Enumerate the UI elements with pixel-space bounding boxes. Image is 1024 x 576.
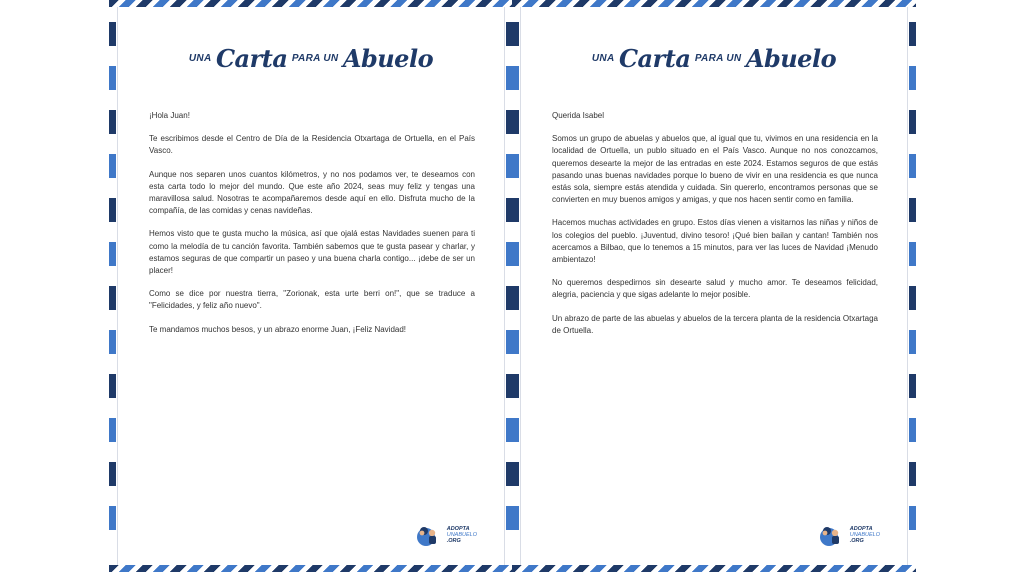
airmail-border-top bbox=[109, 0, 513, 7]
letter-closing: Un abrazo de parte de las abuelas y abuelos de la tercera planta de la residencia Otxartaga de Ortuella. bbox=[552, 313, 878, 335]
airmail-border-bottom bbox=[109, 565, 513, 572]
adopta-un-abuelo-logo bbox=[415, 524, 477, 546]
letter-page-right bbox=[512, 0, 916, 576]
grandparent-child-logo-icon bbox=[415, 524, 445, 546]
letter-greeting: Querida Isabel bbox=[552, 111, 605, 120]
letter-paragraph: Como se dice por nuestra tierra, "Zorionak, esta urte berri on!", que se traduce a "Felicidades, y feliz año nuevo". bbox=[149, 289, 475, 311]
title-word-una: UNA bbox=[188, 53, 212, 64]
grandparent-child-logo-icon bbox=[818, 524, 848, 546]
logo-wordmark: ADOPTA UNABUELO .ORG bbox=[849, 526, 880, 544]
adopta-un-abuelo-logo bbox=[818, 524, 880, 546]
letter-body bbox=[149, 110, 475, 347]
letter-greeting: ¡Hola Juan! bbox=[149, 111, 190, 120]
letter-paragraph: Te escribimos desde el Centro de Día de la Residencia Otxartaga de Ortuella, en el País Vasco. bbox=[149, 134, 475, 156]
title-word-carta: Carta bbox=[215, 44, 288, 73]
title-word-una: UNA bbox=[591, 53, 615, 64]
letter-paragraph: Hemos visto que te gusta mucho la música, así que ojalá estas Navidades suenen para ti como la melodía de tu canción favorita. También sabemos que te gusta pasear y charlar, y estamos seguras de que compartir un paseo y una buena charla contigo... ¡debe de ser un placer! bbox=[149, 229, 475, 276]
airmail-border-right bbox=[909, 8, 916, 564]
title-word-carta: Carta bbox=[618, 44, 691, 73]
logo-wordmark: ADOPTA UNABUELO .ORG bbox=[446, 526, 477, 544]
letter-closing: Te mandamos muchos besos, y un abrazo enorme Juan, ¡Feliz Navidad! bbox=[149, 324, 407, 334]
letter-title-logo bbox=[109, 44, 513, 73]
letter-paragraph: Hacemos muchas actividades en grupo. Estos días vienen a visitarnos las niñas y niños de los colegios del pueblo. ¡Juventud, divino tesoro! ¡Qué bien bailan y cantan! También nos acercamos a Bilbao, que lo tenemos a 15 minutos, para ver las luces de Navidad ¡Menudo ambientazo! bbox=[552, 218, 878, 265]
airmail-border-left bbox=[109, 8, 116, 564]
letter-paragraph: No queremos despedirnos sin desearte salud y mucho amor. Te deseamos felicidad, alegria, paciencia y que sigas adelante lo mejor posible. bbox=[552, 278, 878, 300]
title-word-para-un: PARA UN bbox=[694, 53, 742, 64]
title-word-abuelo: Abuelo bbox=[745, 44, 837, 73]
letter-body bbox=[552, 110, 878, 348]
airmail-border-top bbox=[512, 0, 916, 7]
title-word-abuelo: Abuelo bbox=[342, 44, 434, 73]
title-word-para-un: PARA UN bbox=[291, 53, 339, 64]
letter-title-logo bbox=[512, 44, 916, 73]
letter-paragraph: Somos un grupo de abuelas y abuelos que, al igual que tu, vivimos en una residencia en la localidad de Ortuella, un publo situado en el País Vasco. Aunque no nos conozcamos, queremos desearte la mejor de las entradas en este 2024. Estamos seguros de que estás pasando unas buenas navidades porque lo bueno de vivir en una residencia es que nunca estás sola, siempre estás atendida y cuidada. Sin quererlo, encontramos personas que se convierten en muy buenos amigos y amigas, y que nos hacen sentir como en familia. bbox=[552, 134, 878, 205]
letter-page-left bbox=[109, 0, 513, 576]
airmail-border-left bbox=[512, 8, 519, 564]
airmail-border-bottom bbox=[512, 565, 916, 572]
letter-paragraph: Aunque nos separen unos cuantos kilómetros, y no nos podamos ver, te deseamos con esta carta todo lo mejor del mundo. Que este año 2024, seas muy feliz y tengas una maravillosa salud. Nosotras te acompañaremos desde aquí en ello. Disfruta mucho de la compañía, de las comidas y cenas navideñas. bbox=[149, 169, 475, 216]
